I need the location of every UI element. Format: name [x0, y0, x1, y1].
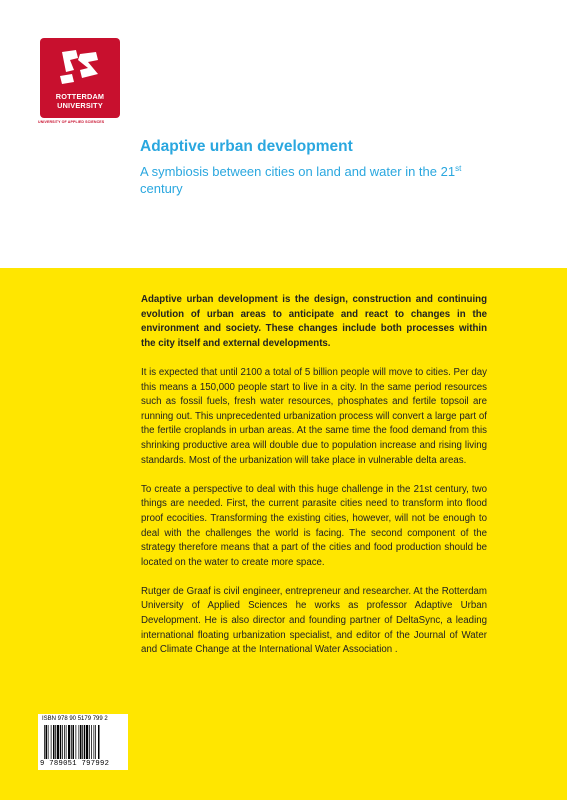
university-name: ROTTERDAM UNIVERSITY: [55, 92, 105, 110]
ean-digits: 9 789051 797992: [40, 760, 110, 768]
book-subtitle: A symbiosis between cities on land and water in the 21st century: [140, 164, 462, 196]
paragraph-population: It is expected that until 2100 a total of 5 billion people will move to cities. Per day this means a 150,000 people start to live in a city. In the same period resources such as fossil fuels, fresh water resources, phosphates and fertile topsoil are running out. This unprecedented urbanization process will convert a large part of the fertile croplands in urban areas. At the same time the food demand from this shrinking productive area will double due to population increase and rising living standards. Most of the urbanization will take place in vulnerable delta areas.: [141, 366, 487, 466]
isbn-label: ISBN 978 90 5179 799 2: [42, 716, 108, 722]
paragraph-author: Rutger de Graaf is civil engineer, entrepreneur and researcher. At the Rotterdam University of Applied Sciences he works as professor Adaptive Urban Development. He is also director and founding partner of DeltaSync, a leading international floating urbanization specialist, and editor of the Journal of Water and Climate Change at the International Water Association .: [141, 585, 487, 656]
rz-logo-icon: [58, 48, 102, 88]
barcode-icon: [43, 725, 123, 759]
cover-top: [0, 0, 567, 268]
university-logo: [40, 38, 120, 118]
barcode-block: [38, 714, 128, 770]
lead-paragraph: Adaptive urban development is the design, construction and continuing evolution of urban areas to anticipate and react to changes in the environment and society. These changes include both processes within the city itself and external developments.: [141, 294, 487, 349]
paragraph-strategy: To create a perspective to deal with this huge challenge in the 21st century, two things are needed. First, the current parasite cities need to transform into flood proof ecocities. Transforming the existing cities, however, will not be enough to deal with the challenges the world is facing. The second component of the strategy therefore means that a part of the cities and food production should be located on the water to create more space.: [141, 483, 487, 568]
university-tagline: UNIVERSITY OF APPLIED SCIENCES: [38, 120, 105, 124]
book-title: Adaptive urban development: [140, 138, 353, 155]
back-cover-text: [141, 293, 487, 672]
